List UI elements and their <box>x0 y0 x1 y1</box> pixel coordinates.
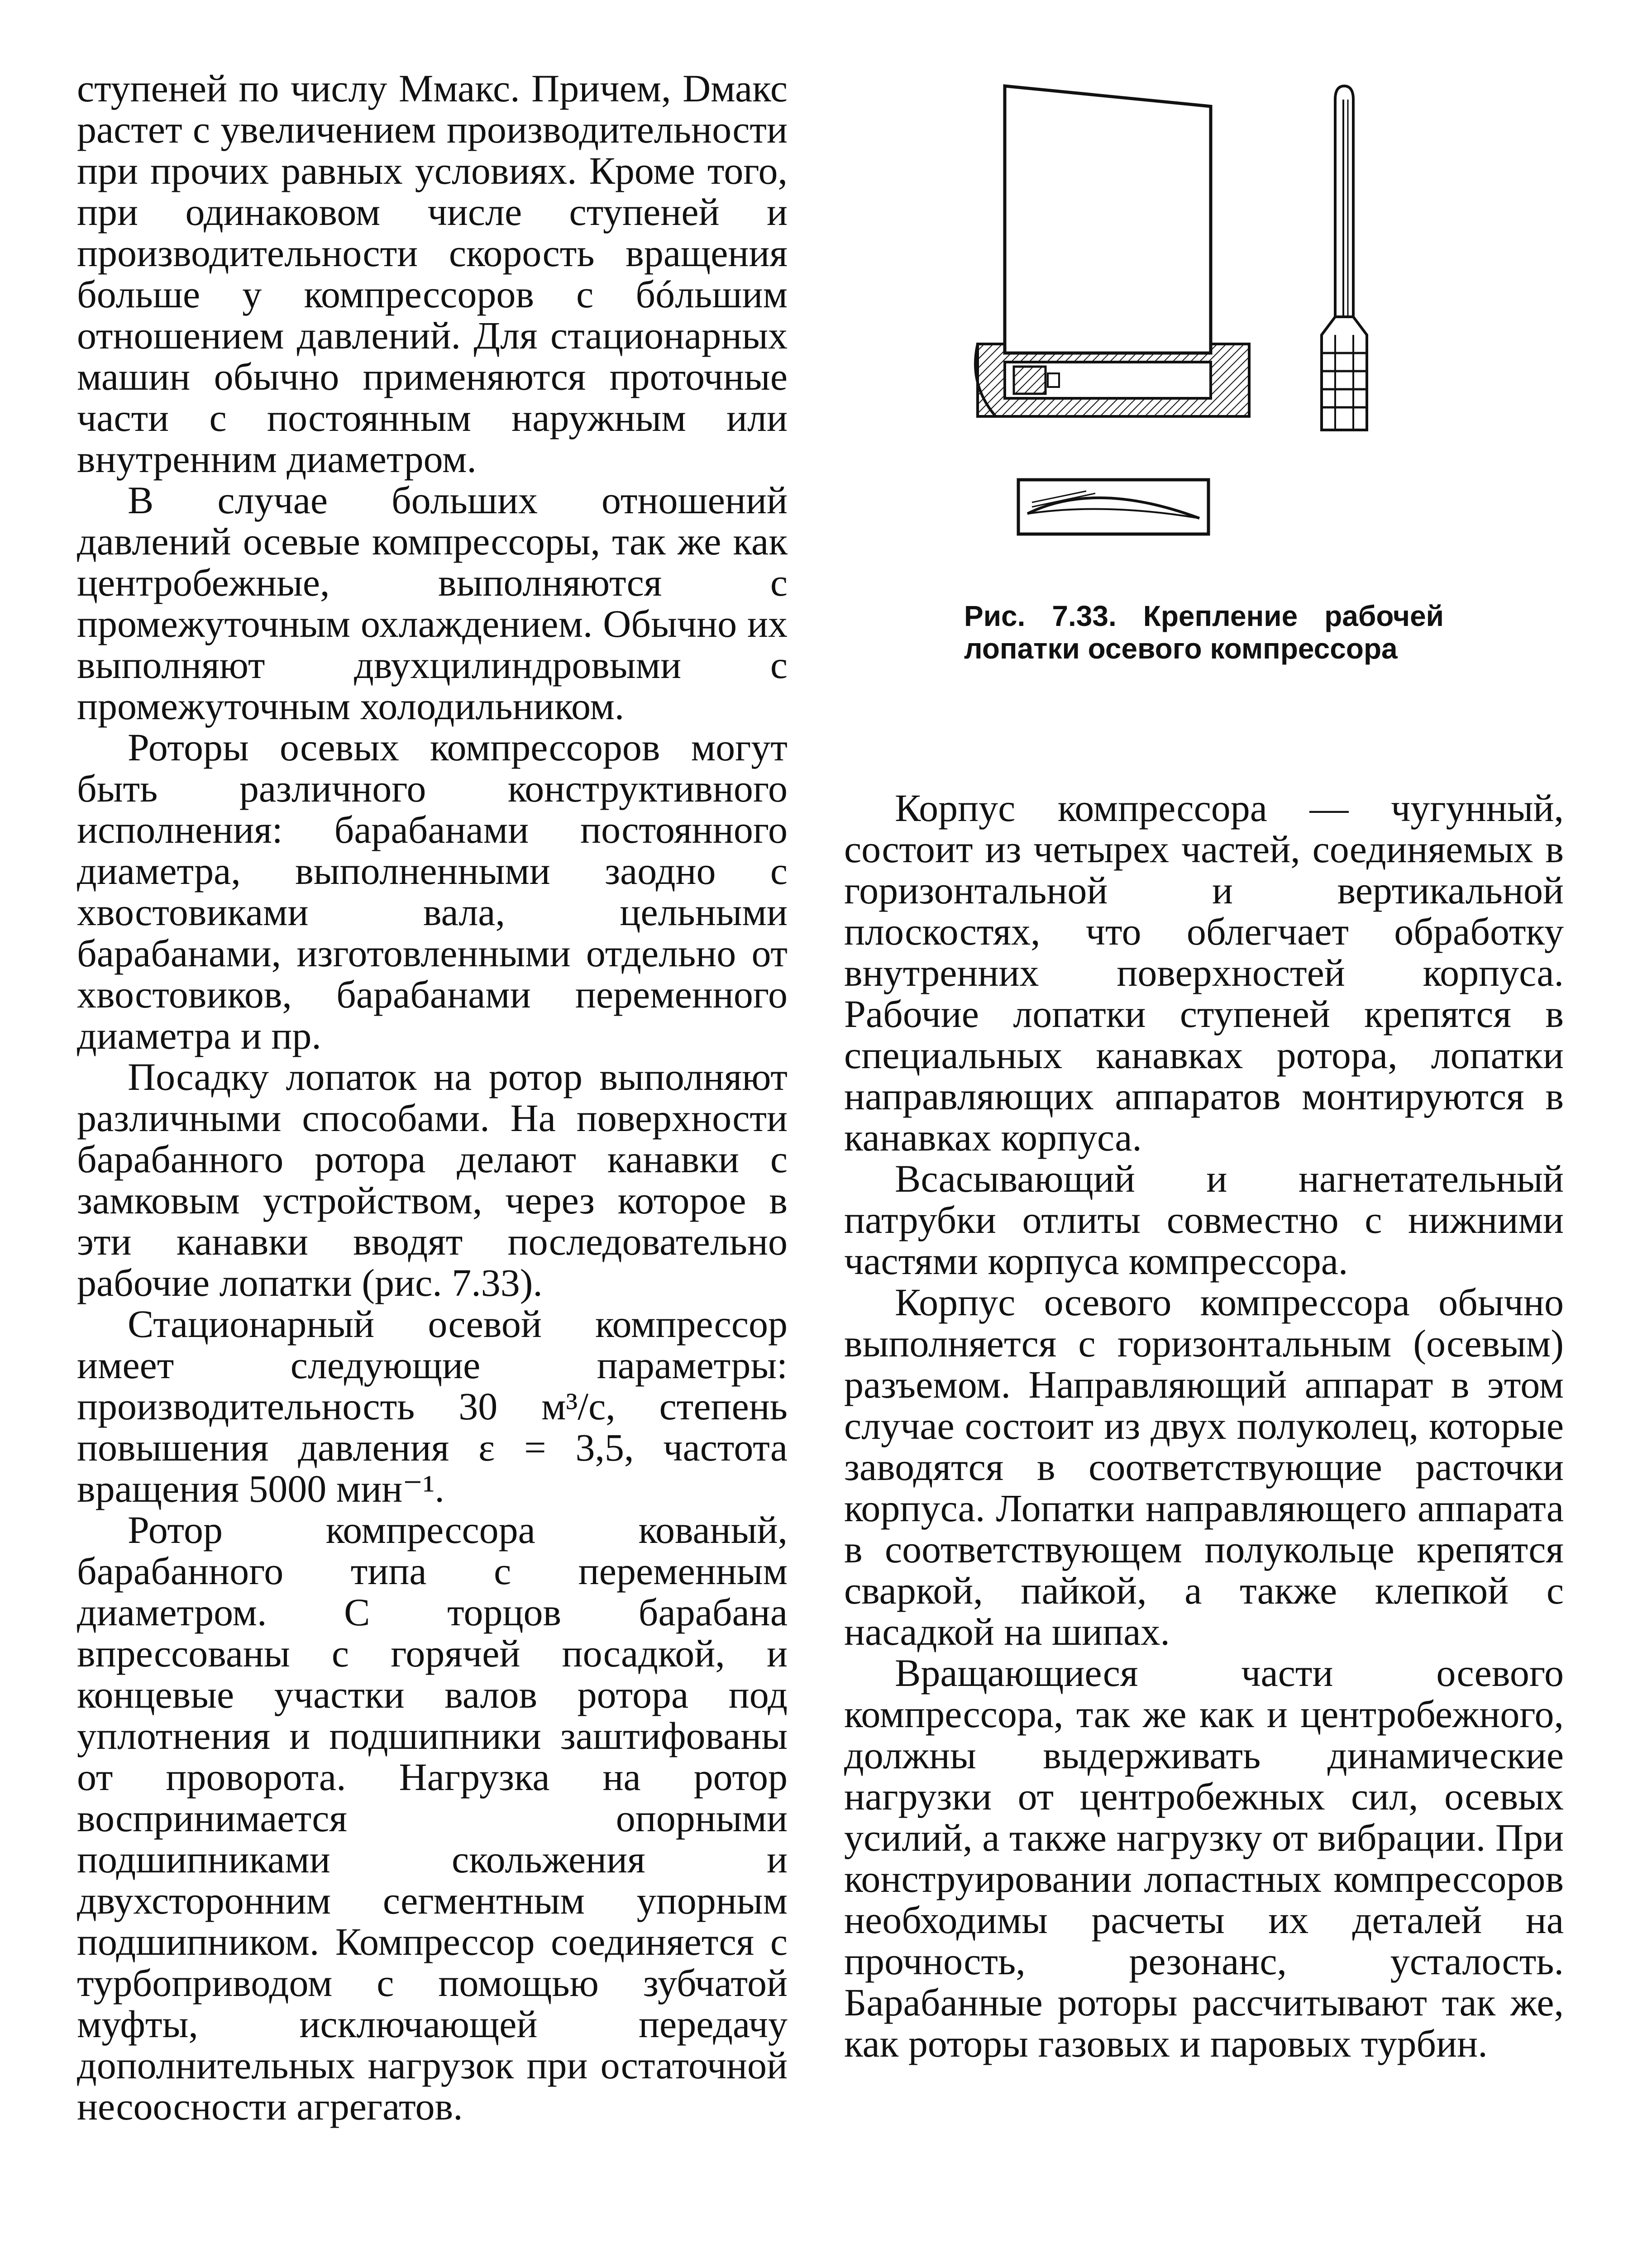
right-text-column <box>844 788 1564 2064</box>
blade-side-view <box>975 86 1249 416</box>
paragraph: Ротор компрессора кованый, барабанного типа с переменным диаметром. С торцов барабана впрессованы с горячей посадкой, и концевые участки валов ротора под уплотнения и подшипники заштифованы от проворота. Нагрузка на ротор воспринимается опорными подшипниками скольжения и двухсторонним сегментным упорным подшипником. Компрессор соединяется с турбоприводом с помощью зубчатой муфты, исключающей передачу дополнительных нагрузок при остаточной несоосности агрегатов. <box>77 1508 788 2128</box>
paragraph: Всасывающий и нагнетательный патрубки отлиты совместно с нижними частями корпуса компрессора. <box>844 1157 1564 1283</box>
paragraph: Вращающиеся части осевого компрессора, так же как и центробежного, должны выдерживать динамические нагрузки от центробежных сил, осевых усилий, а также нагрузку от вибрации. При конструировании лопастных компрессоров необходимы расчеты их деталей на прочность, резонанс, усталость. Барабанные роторы рассчитывают так же, как роторы газовых и паровых турбин. <box>844 1651 1564 2065</box>
paragraph: ступеней по числу Mмакс. Причем, Dмакс растет с увеличением производительности при прочих равных условиях. Кроме того, при одинаковом числе ступеней и производительности скорость вращения больше у компрессоров с бóльшим отношением давлений. Для стационарных машин обычно применяются проточные части с постоянным наружным или внутренним диаметром. <box>77 67 788 481</box>
paragraph: Корпус осевого компрессора обычно выполняется с горизонтальным (осевым) разъемом. Направляющий аппарат в этом случае состоит из двух полуколец, которые заводятся в соответствующие расточки корпуса. Лопатки направляющего аппарата в соответствующем полукольце крепятся сваркой, пайкой, а также клепкой с насадкой на шипах. <box>844 1280 1564 1653</box>
figure-caption: Рис. 7.33. Крепление рабочей лопатки осевого компрессора <box>964 600 1444 665</box>
blade-drawing <box>960 72 1457 552</box>
blade-edge-view <box>1322 86 1367 430</box>
paragraph: Стационарный осевой компрессор имеет следующие параметры: производительность 30 м³/с, степень повышения давления ε = 3,5, частота вращения 5000 мин⁻¹. <box>77 1302 788 1510</box>
paragraph: Посадку лопаток на ротор выполняют различными способами. На поверхности барабанного ротора делают канавки с замковым устройством, через которое в эти канавки вводят последовательно рабочие лопатки (рис. 7.33). <box>77 1055 788 1304</box>
figure-blade-mounting <box>960 72 1457 552</box>
paragraph: В случае больших отношений давлений осевые компрессоры, так же как центробежные, выполняются с промежуточным охлаждением. Обычно их выполняют двухцилиндровыми с промежуточным холодильником. <box>77 478 788 728</box>
paragraph: Роторы осевых компрессоров могут быть различного конструктивного исполнения: барабанами постоянного диаметра, выполненными заодно с хвостовиками вала, цельными барабанами, изготовленными отдельно от хвостовиков, барабанами переменного диаметра и пр. <box>77 726 788 1057</box>
blade-profile-section <box>1018 480 1208 534</box>
left-text-column <box>77 68 788 2127</box>
paragraph: Корпус компрессора — чугунный, состоит из четырех частей, соединяемых в горизонтальной и вертикальной плоскостях, что облегчает обработку внутренних поверхностей корпуса. Рабочие лопатки ступеней крепятся в специальных канавках ротора, лопатки направляющих аппаратов монтируются в канавках корпуса. <box>844 786 1564 1159</box>
